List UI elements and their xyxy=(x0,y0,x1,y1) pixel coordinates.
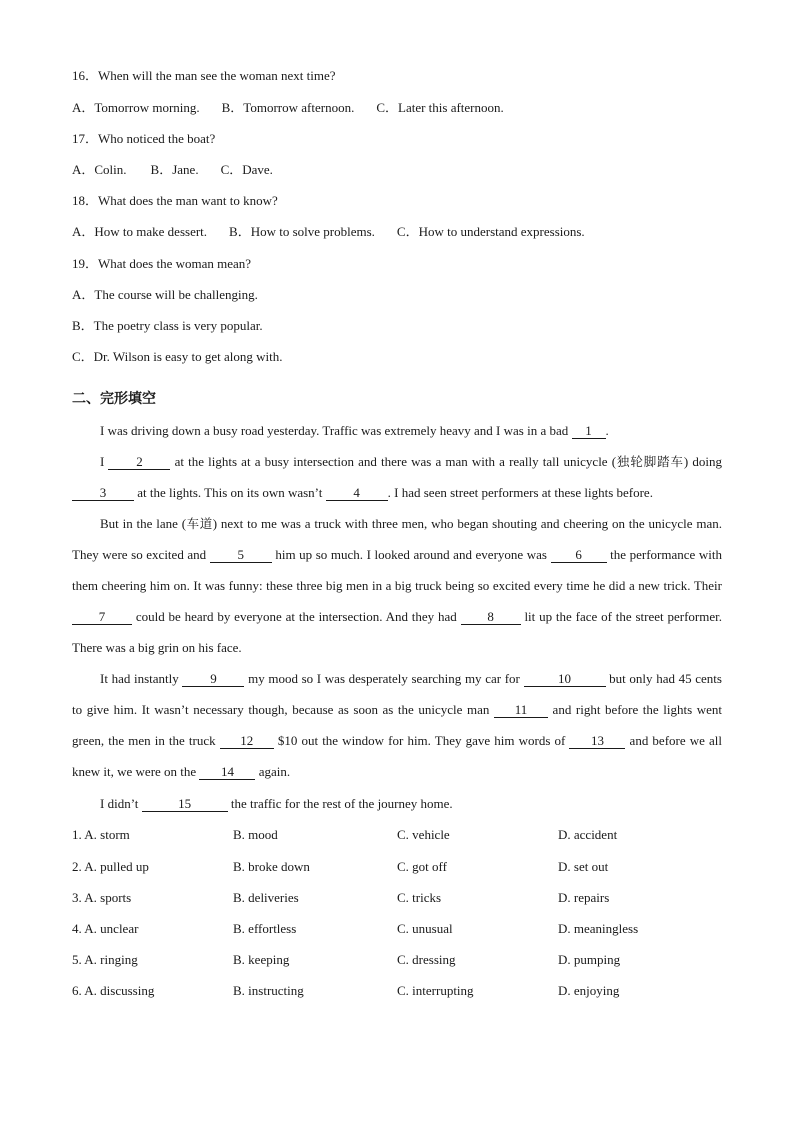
answer-row-2 xyxy=(72,859,722,875)
answer-option: C. tricks xyxy=(397,890,442,905)
answer-option: B. broke down xyxy=(233,859,310,874)
text: at the lights at a busy intersection and there was a man with a really tall unicycle ( xyxy=(170,454,617,469)
answer-option: B. keeping xyxy=(233,952,290,967)
chinese-annotation: 独轮脚踏车 xyxy=(616,454,684,469)
answer-option: C. unusual xyxy=(397,921,453,936)
answer-option: C. dressing xyxy=(397,952,456,967)
question-17: 17．Who noticed the boat? xyxy=(72,131,216,146)
blank-6: 6 xyxy=(551,548,607,563)
text: I xyxy=(100,454,109,469)
section-title: 二、完形填空 xyxy=(72,391,156,407)
text: and right before the lights went green, the men in the truck xyxy=(72,702,723,748)
answer-option: 2. A. pulled up xyxy=(72,859,149,874)
question-16: 16．When will the man see the woman next time? xyxy=(72,68,336,83)
text: again. xyxy=(255,764,291,779)
cloze-paragraph-2 xyxy=(72,446,722,508)
question-19-option-a: A．The course will be challenging. xyxy=(72,287,258,302)
text: I was driving down a busy road yesterday. Traffic was extremely heavy and I was in a bad xyxy=(100,423,572,438)
answer-option: B. mood xyxy=(233,827,278,842)
text: the traffic for the rest of the journey home. xyxy=(227,796,453,811)
cloze-paragraph-5 xyxy=(72,788,722,819)
cloze-paragraph-3 xyxy=(72,508,722,663)
blank-14: 14 xyxy=(199,765,255,780)
text: at the lights. This on its own wasn’t xyxy=(134,485,326,500)
blank-7: 7 xyxy=(72,610,132,625)
blank-1: 1 xyxy=(572,424,606,439)
question-19-option-b: B．The poetry class is very popular. xyxy=(72,318,263,333)
blank-13: 13 xyxy=(569,734,625,749)
option-b: B．How to solve problems. xyxy=(229,224,375,239)
answer-option: D. enjoying xyxy=(558,983,620,998)
option-c: C．How to understand expressions. xyxy=(396,224,585,239)
blank-5: 5 xyxy=(210,548,272,563)
answer-option: C. interrupting xyxy=(397,983,474,998)
option-b: B．Tomorrow afternoon. xyxy=(221,100,355,115)
question-17-options xyxy=(72,162,273,178)
blank-4: 4 xyxy=(326,486,388,501)
question-19-option-c: C．Dr. Wilson is easy to get along with. xyxy=(72,349,283,364)
text: . I had seen street performers at these lights before. xyxy=(387,485,653,500)
blank-12: 12 xyxy=(220,734,274,749)
text: . xyxy=(605,423,609,438)
cloze-paragraph-1 xyxy=(72,415,722,446)
text: ) next to me was a truck with three men, who began shouting and cheering on the unicycle man. They were so excited and xyxy=(72,516,722,562)
blank-2: 2 xyxy=(108,455,170,470)
option-c: C．Dave. xyxy=(220,162,273,177)
text: lit up the face of the street performer. There was a big grin on his face. xyxy=(72,609,722,655)
answer-option: D. meaningless xyxy=(558,921,639,936)
text: and before we all knew it, we were on the xyxy=(72,733,722,779)
answer-option: B. deliveries xyxy=(233,890,299,905)
text: It had instantly xyxy=(100,671,183,686)
text: my mood so I was desperately searching my car for xyxy=(244,671,524,686)
text: $10 out the window for him. They gave him words of xyxy=(273,733,570,748)
answer-option: C. vehicle xyxy=(397,827,450,842)
text: could be heard by everyone at the intersection. And they had xyxy=(132,609,461,624)
text: But in the lane ( xyxy=(100,516,187,531)
question-18: 18．What does the man want to know? xyxy=(72,193,278,208)
option-a: A．Colin. xyxy=(72,162,127,177)
text: I didn’t xyxy=(100,796,142,811)
answer-row-3 xyxy=(72,890,722,906)
text: the performance with them cheering him on. It was funny: these three big men in a big truck being so excited every time he did a new trick. Their xyxy=(72,547,722,593)
blank-10: 10 xyxy=(524,672,606,687)
blank-9: 9 xyxy=(182,672,244,687)
question-16-options xyxy=(72,100,504,116)
answer-option: 4. A. unclear xyxy=(72,921,139,936)
answer-option: C. got off xyxy=(397,859,447,874)
answer-option: D. accident xyxy=(558,827,618,842)
answer-option: 5. A. ringing xyxy=(72,952,138,967)
answer-option: 3. A. sports xyxy=(72,890,132,905)
answer-option: B. effortless xyxy=(233,921,297,936)
text: ) doing xyxy=(683,454,722,469)
blank-11: 11 xyxy=(494,703,548,718)
answer-option: D. pumping xyxy=(558,952,621,967)
blank-15: 15 xyxy=(142,797,228,812)
chinese-annotation: 车道 xyxy=(186,516,213,531)
answer-option: D. repairs xyxy=(558,890,610,905)
option-c: C．Later this afternoon. xyxy=(376,100,504,115)
answer-option: D. set out xyxy=(558,859,609,874)
answer-row-6 xyxy=(72,983,722,999)
blank-3: 3 xyxy=(72,486,134,501)
question-19: 19．What does the woman mean? xyxy=(72,256,252,271)
answer-option: 6. A. discussing xyxy=(72,983,155,998)
question-18-options xyxy=(72,224,585,240)
blank-8: 8 xyxy=(461,610,521,625)
answer-option: B. instructing xyxy=(233,983,304,998)
answer-row-1 xyxy=(72,827,722,843)
answer-row-4 xyxy=(72,921,722,937)
option-a: A．Tomorrow morning. xyxy=(72,100,200,115)
cloze-paragraph-4 xyxy=(72,663,722,787)
text: him up so much. I looked around and everyone was xyxy=(271,547,551,562)
answer-row-5 xyxy=(72,952,722,968)
option-a: A．How to make dessert. xyxy=(72,224,208,239)
option-b: B．Jane. xyxy=(150,162,199,177)
answer-option: 1. A. storm xyxy=(72,827,130,842)
text: but only had 45 cents to give him. It wasn’t necessary though, because as soon as the unicycle man xyxy=(72,671,722,717)
